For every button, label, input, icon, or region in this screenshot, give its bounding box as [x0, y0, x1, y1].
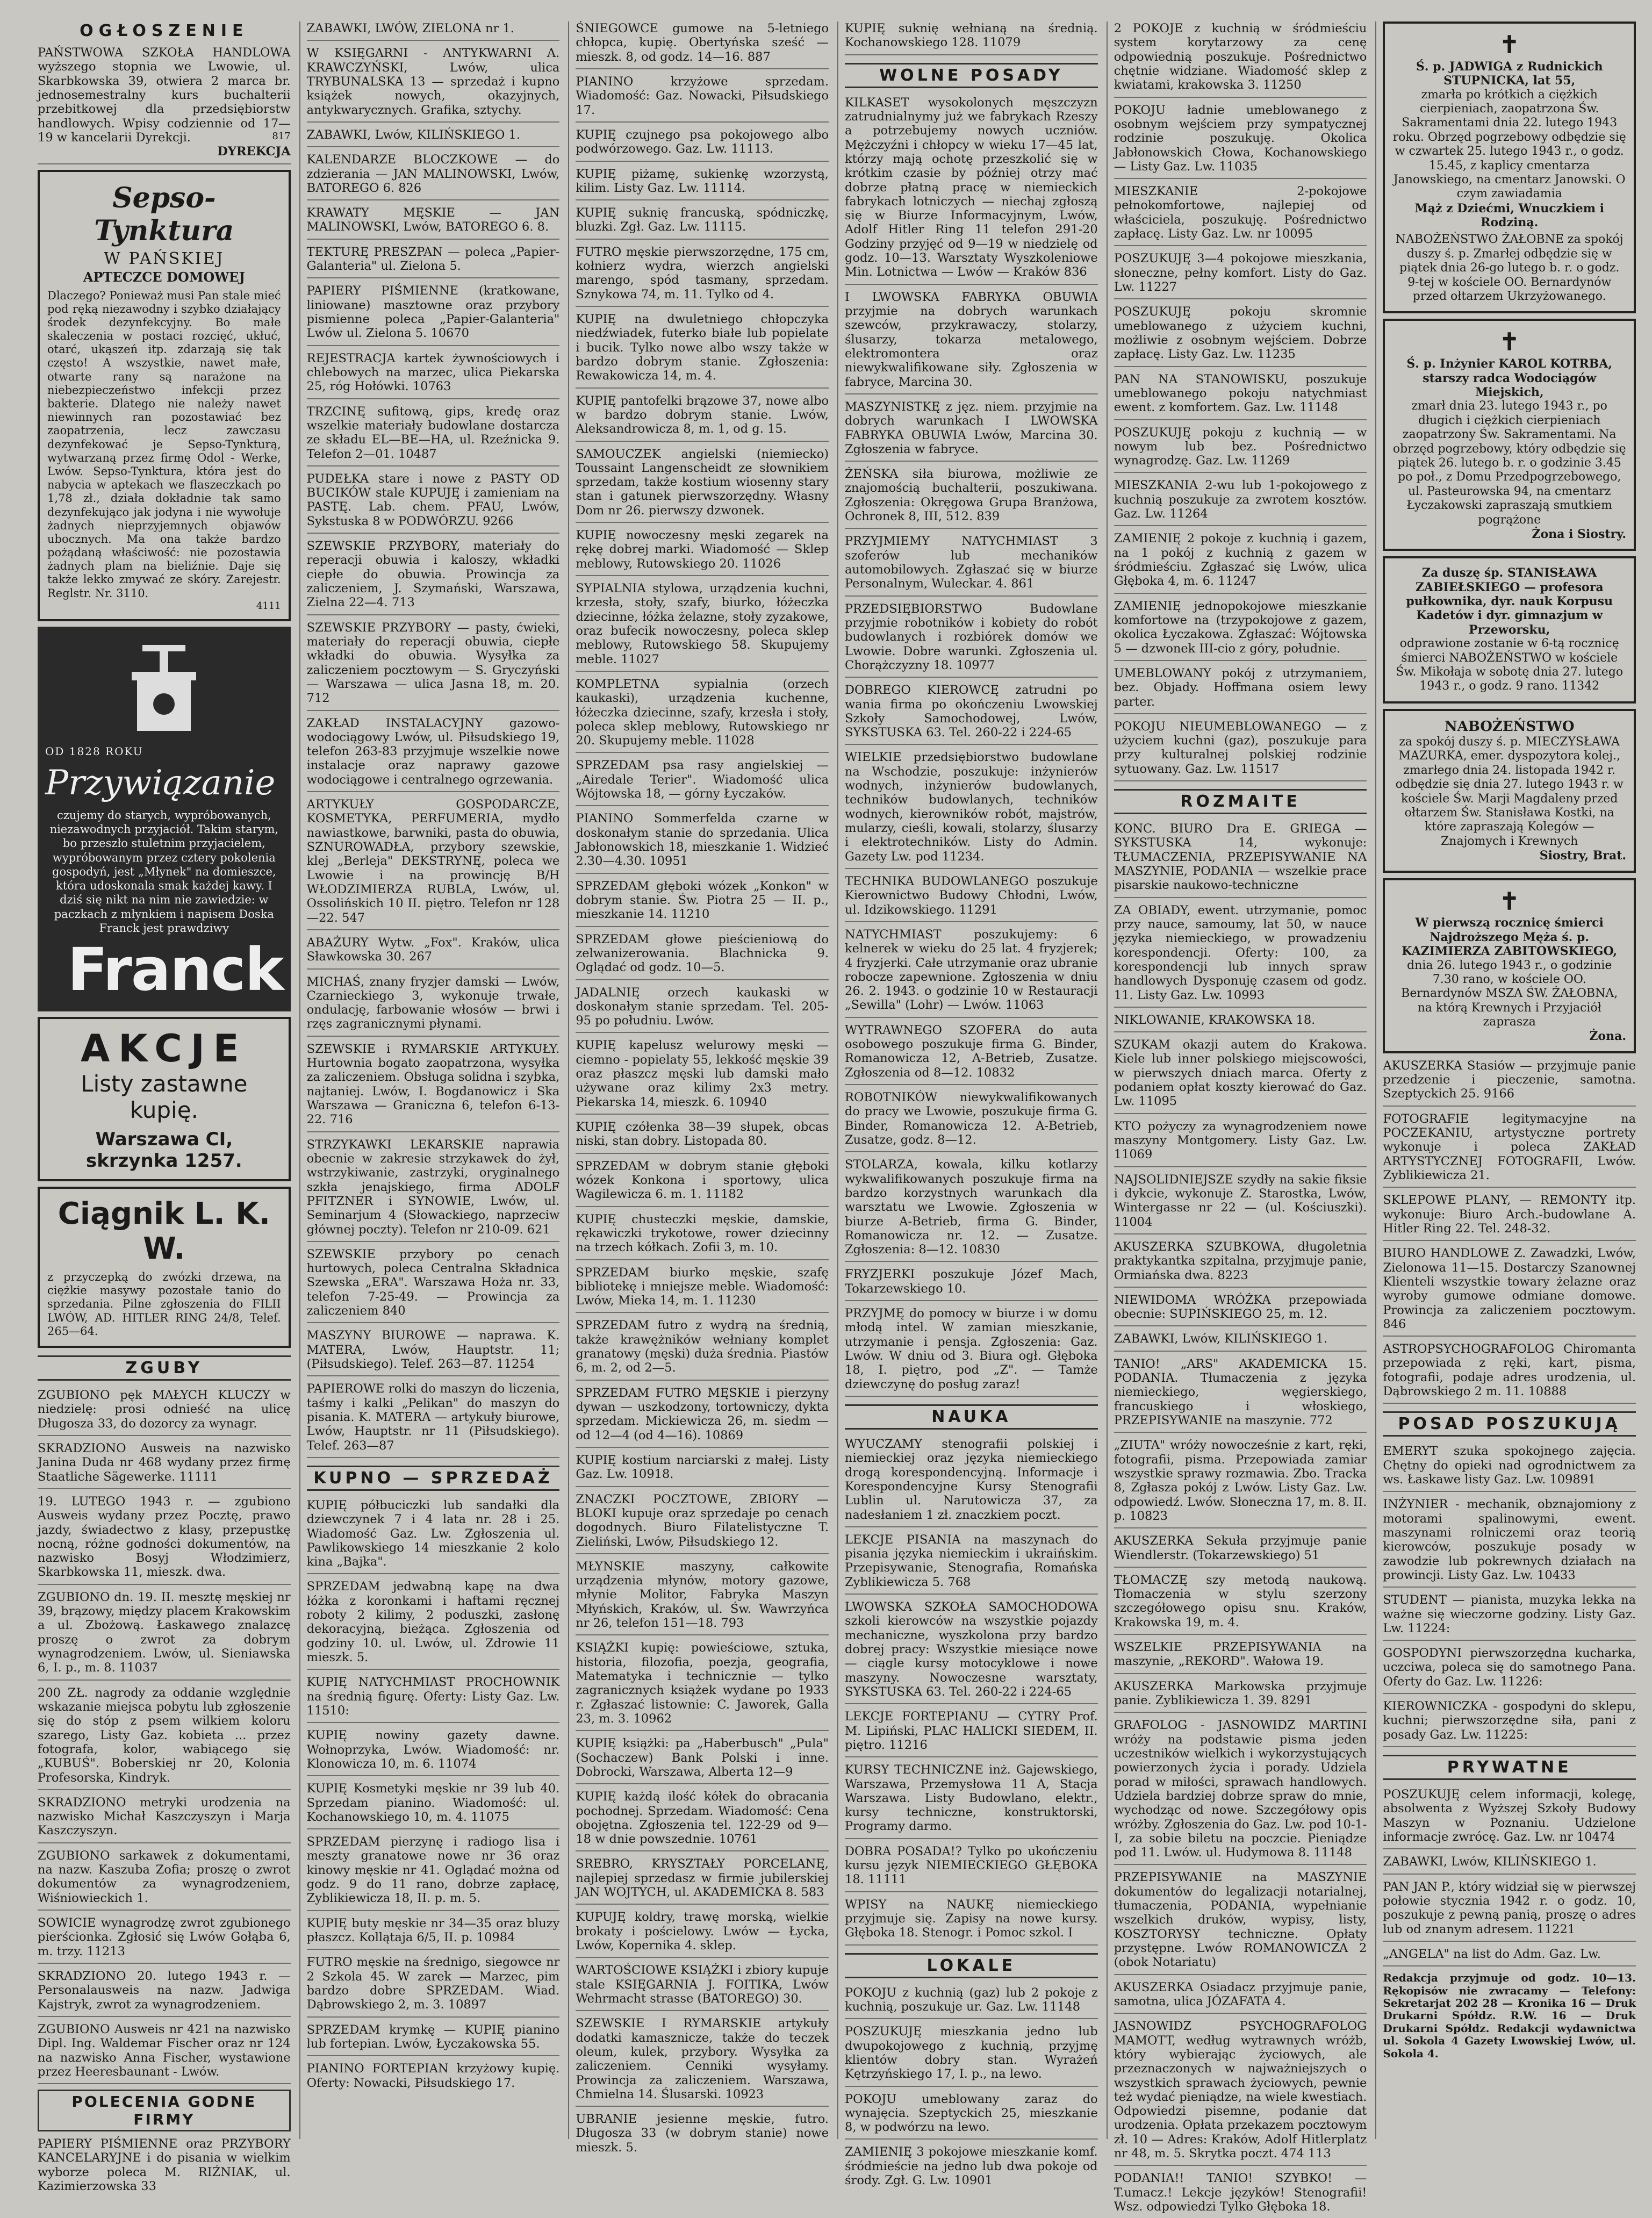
list-item: SPRZEDAM psa rasy angielskiej — „Airedale Terier". Wiadomość ulica Wójtowska 18, — górny Łyczaków. — [576, 758, 829, 806]
obituary-1 — [1383, 21, 1636, 313]
list-item: MASZYNY BIUROWE — naprawa. K. MATERA, Lwów, Hauptstr. 11; (Piłsudskiego). Telef. 263—87. 11254 — [307, 1329, 560, 1376]
list-item: ZGUBIONO Ausweis nr 421 na nazwisko Dipl. Ing. Waldemar Fischer oraz nr 124 na nazwisko Anna Fischer, wystawione przez Heeresbaunant - Lwów. — [38, 2022, 291, 2084]
list-item: KUPIĘ nowoczesny męski zegarek na rękę dobrej marki. Wiadomość — Sklep meblowy, Rutowskiego 20. 11026 — [576, 528, 829, 576]
ad-school-text: PAŃSTWOWA SZKOŁA HANDLOWA wyższego stopnia we Lwowie, ul. Skarbkowska 39, otwiera 2 marca br. jednosemestralny kurs buchalterii przebitkowej dla przedsiębiorstw handlowych. Wpisy codziennie od 17—19 w kancelarii Dyrekcji. — [38, 46, 291, 145]
list-item: W KSIĘGARNI - ANTYKWARNI A. KRAWCZYŃSKI, Lwów, ulica TRYBUNALSKA 13 — sprzedaż i kupno książek nowych, okazyjnych, antykwarycznych. Grafika, sztychy. — [307, 46, 560, 123]
franck-brand: Franck — [67, 935, 283, 1004]
list-item: SPRZEDAM FUTRO MĘSKIE i pierzyny dywan — uszkodzony, tortowniczy, dykta sprzedam. Mickiewicza 26, m. siedm — od 12—4 (od 4—16). 10869 — [576, 1386, 829, 1448]
list-item: PRZEPISYWANIE na MASZYNIE dokumentów do legalizacji notarialnej, tłumaczenia, PODANIA, wypełnianie wszelkich druków, wypisy, listy, KOSZTORYSY techniczne. Opłaty przystępne. Lwów ROMANOWICZA 2 (obok Notariatu) — [1114, 1870, 1367, 1975]
list-item: WIELKIE przedsiębiorstwo budowlane na Wschodzie, poszukuje: inżynierów wodnych, inżynierów budowlanych, techników budowlanych, techników wodnych, kierowników robót, majstrów, mularzy, cieśli, kowali, stolarzy, ślusarzy i elektrotechników. Listy do Admin. Gazety Lw. pod 11234. — [845, 750, 1098, 869]
akcje-address: Warszawa CI, skrzynka 1257. — [85, 1129, 242, 1172]
column-3 — [568, 21, 829, 2155]
list-item: STUDENT — pianista, muzyka lekka na ważne się wieczorne godziny. Listy Gaz. Lw. 11224: — [1383, 1593, 1636, 1641]
list-item: LEKCJE FORTEPIANU — CYTRY Prof. M. Lipiński, PLAC HALICKI SIEDEM, II. piętro. 11216 — [845, 1710, 1098, 1757]
list-item: SREBRO, KRYSZTAŁY PORCELANĘ, najlepiej sprzedasz w firmie jubilerskiej JAN WOJTYCH, ul. AKADEMICKA 8. 583 — [576, 1857, 829, 1905]
list-item: WSZELKIE PRZEPISYWANIA na maszynie, „REKORD". Wałowa 19. — [1114, 1640, 1367, 1674]
list-item: NIEWIDOMA WRÓŻKA przepowiada obecnie: SUPIŃSKIEGO 25, m. 12. — [1114, 1293, 1367, 1327]
list-item: TRZCINĘ sufitową, gips, kredę oraz wszelkie materiały budowlane dostarcza ze składu EL—BE—HA, ul. Rzeźnicka 9. Telefon 2—01. 10487 — [307, 405, 560, 466]
list-item: ZAMIENIĘ 2 pokoje z kuchnią i gazem, na 1 pokój z kuchnią z gazem w śródmieściu. Zgłaszać się Lwów, ulica Głęboka 4, m. 6. 11247 — [1114, 532, 1367, 593]
obituary-5 — [1383, 878, 1636, 1053]
list-item: POSZUKUJĘ celem informacji, kolegę, absolwenta z Wyższej Szkoły Budowy Maszyn w Poznaniu. Udzielone informacje zwrócę. Gaz. Lw. nr 10474 — [1383, 1788, 1636, 1849]
list-item: POKOJU z kuchnią (gaz) lub 2 pokoje z kuchnią, poszukuje ur. Gaz. Lw. 11148 — [845, 1986, 1098, 2020]
list-item: KUPIĘ pantofelki brązowe 37, nowe albo w bardzo dobrym stanie. Lwów, Aleksandrowicza 8, m. 1, od g. 15. — [576, 394, 829, 442]
lokale-header: LOKALE — [845, 1953, 1098, 1978]
list-item: MIESZKANIA 2-wu lub 1-pokojowego z kuchnią poszukuje za zwrotem kosztów. Gaz. Lw. 11264 — [1114, 478, 1367, 526]
list-item: PODANIA!! TANIO! SZYBKO! — T.umacz.! Lekcje języków! Stenografii! Wsz. odpowiedzi Tylko Głęboka 18. — [1114, 2171, 1367, 2214]
list-item: PAN JAN P., który widział się w pierwszej połowie stycznia 1942 r. o godz. 10, poszukuje z pewną panią, proszę o adres lub od znanym adresem. 11221 — [1383, 1880, 1636, 1942]
list-item: KUPIĘ piżamę, sukienkę wzorzystą, kilim. Listy Gaz. Lw. 11114. — [576, 167, 829, 201]
list-item: KONC. BIURO Dra E. GRIEGA — SYKSTUSKA 14, wykonuje: TŁUMACZENIA, PRZEPISYWANIE NA MASZYNIE, PODANIA — wszelkie prace pisarskie naukowo-techniczne — [1114, 822, 1367, 898]
list-item: KUPIĘ Kosmetyki męskie nr 39 lub 40. Sprzedam pianino. Wiadomość: ul. Kochanowskiego 10, m. 4. 11075 — [307, 1782, 560, 1829]
column-5 — [1107, 21, 1367, 2214]
list-item: 200 ZŁ. nagrody za oddanie względnie wskazanie miejsca pobytu lub zgłoszenie się do stóp z psem wilkiem koloru szarego, Listy Gaz. kobieta ... przez fotografa, kolor, wabiącego się „KUBUŚ". Boberskiej nr 20, Kolonia Profesorska, Kindryk. — [38, 1686, 291, 1790]
list-item: POSZUKUJĘ pokoju skromnie umeblowanego z użyciem kuchni, możliwie z osobnym wejściem. Dobrze zapłacę. Listy Gaz. Lw. 11235 — [1114, 305, 1367, 367]
sepso-body: Dlaczego? Ponieważ musi Pan stale mieć pod ręką niezawodny i szybko działający środek dezynfekcyjny. Bo małe skaleczenia w postaci rozcięć, ukłuć, otarć, ukąszeń itp. zdarzają się tak często! A wszystkie, nawet małe, otwarte rany są narażone na niebezpieczeństwo infekcji przez bakterie. Dlatego nie należy nawet niewinnych ran pozostawiać bez zaopatrzenia, lecz zawczasu dezynfekować je Sepso-Tynkturą, wytwarzaną przez firmę Odol - Werke, Lwów. Sepso-Tynktura, która jest do nabycia w aptekach we flaszeczkach po 1,78 zł., działa dokładnie tak samo dezynfekująco jak jodyna i nie wywołuje żadnych nieprzyjemnych objawów ubocznych. Ma ona także bardzo pożądaną właściwość: nie pozostawia żadnych plam na bieliźnie. Daje się także lekko zmywać ze skóry. Zarejestr. Reglstr. Nr. 3110. — [47, 289, 281, 600]
list-item: SKRADZIONO 20. lutego 1943 r. — Personalausweis na nazw. Jadwiga Kajstryk, zwrot za wynagrodzeniem. — [38, 1969, 291, 2017]
list-item: KUPIĘ suknię wełnianą na średnią. Kochanowskiego 128. 11079 — [845, 21, 1098, 55]
list-item: 19. LUTEGO 1943 r. — zgubiono Ausweis wydany przez Pocztę, prawo jazdy, świadectwo z klasy, przepustkę nocną, różne godności dokumentów, na nazwisko Bosyj Włodzimierz, Skarbkowska 11, mieszk. dwa. — [38, 1495, 291, 1585]
list-item: AKUSZERKA Stasiów — przyjmuje panie przedzenie i pieczenie, samotna. Szeptyckich 25. 9166 — [1383, 1059, 1636, 1107]
list-item: SPRZEDAM krymkę — KUPIĘ pianino lub fortepian. Lwów, Łyczakowska 55. — [307, 2023, 560, 2057]
obituary-sign: Siostry, Brat. — [1539, 849, 1627, 863]
list-item: SZEWSKIE przybory po cenach hurtowych, poleca Centralna Składnica Szewska „ERA". Warszawa Hoża nr. 33, telefon 7-25-49. — Prowincja za zaliczeniem 840 — [307, 1247, 560, 1324]
list-item: NAJSOLIDNIEJSZE szydły na sakie fiksie i dykcie, wykonuje Z. Starostka, Lwów, Wintergasse nr 22 — (ul. Kościuszki). 11004 — [1114, 1173, 1367, 1234]
list-item: PIANINO FORTEPIAN krzyżowy kupię. Oferty: Nowacki, Piłsudskiego 17. — [306, 2062, 560, 2090]
list-item: KUPIĘ nowiny gazety dawne. Wołnoprzyka, Lwów. Wiadomość: nr. Klonowicza 10, m. 6. 11074 — [307, 1728, 560, 1776]
list-item: I LWOWSKA FABRYKA OBUWIA przyjmie na dobrych warunkach szewców, przykrawaczy, stolarzy, ślusarzy, tokarza metalowego, elektromontera oraz niewykwalifikowane siły. Zgłoszenia w fabryce, Marcina 30. — [845, 290, 1098, 394]
list-item: AKUSZERKA Sekuła przyjmuje panie Wiendlerstr. (Tokarzewskiego) 51 — [1114, 1534, 1367, 1568]
obituary-sign: Żona. — [1589, 1029, 1627, 1044]
list-item: MICHAŚ, znany fryzjer damski — Lwów, Czarnieckiego 3, wykonuje trwałe, ondulację, farbowanie włosów — brwi i rzęs zagranicznymi płynami. — [307, 975, 560, 1037]
list-item: SZEWSKIE i RYMARSKIE ARTYKUŁY. Hurtownia bogato zaopatrzona, wysyłka za zaliczeniem. Obsługa solidna i szybka, najtaniej. Lwów, I. Bogdanowicz i Ska Warszawa — Graniczna 6, telefon 6-13-22. 716 — [307, 1042, 560, 1132]
list-item: FUTRO męskie pierwszorzędne, 175 cm, kołnierz wydra, wierzch angielski marengo, spód tasmany, sprzedam. Sznykowa 74, m. 11. Tylko od 4. — [576, 245, 829, 307]
list-item: SZUKAM okazji autem do Krakowa. Kiele lub inner polskiego miejscowości, w pierwszych dniach marca. Oferty z podaniem opłat koszty kierować do Gaz. Lw. 11095 — [1114, 1038, 1367, 1114]
list-item: PIANINO Sommerfelda czarne w doskonałym stanie do sprzedania. Ulica Jabłonowskich 18, mieszkanie 1. Widzieć 2.30—4.30. 10951 — [576, 812, 829, 873]
obituary-body: dnia 26. lutego 1943 r., o godzinie 7.30 rano, w kościele OO. Bernardynów MSZA ŚW. ŻAŁOBNA, na którą Krewnych i Przyjaciół zaprasza — [1401, 958, 1618, 1029]
prywatne-header: PRYWATNE — [1383, 1755, 1636, 1780]
list-item: ZA OBIADY, ewent. utrzymanie, pomoc przy nauce, samoumy, lat 50, w nauce języka niemieckiego, w prowadzeniu korespondencji. Oferty: 100, za korespondencji lub innych spraw handlowych Dysponuję czasem od godz. 11. Listy Gaz. Lw. 10993 — [1114, 903, 1367, 1008]
list-item: SKRADZIONO Ausweis na nazwisko Janina Duda nr 468 wydany przez firmę Staatliche Sägewerke. 11111 — [38, 1441, 291, 1489]
column-2 — [299, 21, 560, 2139]
list-item: KIEROWNICZKA - gospodyni do sklepu, kuchni; pierwszorzędne siła, pani z posady Gaz. Lw. 11225: — [1383, 1699, 1636, 1747]
list-item: KURSY TECHNICZNE inż. Gajewskiego, Warszawa, Przemysłowa 11 A, Stacja Warszawa. Listy Budowlano, elektr., kursy techniczne, konstruktorski, Programy darmo. — [845, 1763, 1098, 1839]
list-item: ZGUBIONO pęk MAŁYCH KLUCZY w niedzielę: prosi odnieść na ulicę Długosza 33, do dozorcy za wynagr. — [38, 1388, 291, 1436]
list-item: PUDEŁKA stare i nowe z PASTY OD BUCIKÓW stale KUPUJĘ i zamieniam na PASTĘ. Lab. chem. PFAU, Lwów, Sykstuska 8 w PODWÓRZU. 9266 — [307, 472, 560, 534]
list-item: AKUSZERKA Markowska przyjmuje panie. Zyblikiewicza 1. 39. 8291 — [1114, 1679, 1367, 1713]
list-item: KRAWATY MĘSKIE — JAN MALINOWSKI, Lwów, BATOREGO 6. 8. — [307, 206, 560, 240]
list-item: GOSPODYNI pierwszorzędna kucharka, uczciwa, poleca się do samotnego Pana. Oferty do Gaz. Lw. 11226: — [1383, 1646, 1636, 1694]
list-item: SPRZEDAM głowe pieścieniową do zelwanizerowania. Blachnicka 9. Oglądać od godz. 10—5. — [576, 932, 829, 980]
list-item: ZGUBIONO dn. 19. II. mesztę męskiej nr 39, brązowy, między placem Krakowskim a ul. Zbożową. Łaskawego znalazcę proszę o zwrot za dobrym wynagrodzeniem. Lwów, ul. Sieniawska 6, I. p., m. 8. 11037 — [38, 1590, 291, 1681]
ciagnik-body: z przyczepką do zwózki drzewa, na ciężkie masywy pozostałe tanio do sprzedania. Pilne zgłoszenia do FILII LWÓW, AD. HITLER RING 24/8, Telef. 265—64. — [47, 1270, 281, 1338]
list-item: DOBRA POSADA!? Tylko po ukończeniu kursu język NIEMIECKIEGO GŁĘBOKA 18. 11111 — [845, 1844, 1098, 1892]
obituary-title: Za duszę śp. STANISŁAWA ZABIEŁSKIEGO — profesora pułkownika, dyr. nauk Korpusu Kadetów i dyr. gimnazjum w Przeworsku, — [1406, 566, 1613, 637]
list-item: POSZUKUJĘ 3—4 pokojowe mieszkania, słoneczne, pełny komfort. Listy do Gaz. Lw. 11227 — [1114, 252, 1367, 299]
obituary-sign: Mąż z Dziećmi, Wnuczkiem i Rodziną. — [1414, 201, 1605, 230]
list-item: FRYZJERKI poszukuje Józef Mach, Tokarzewskiego 10. — [845, 1267, 1098, 1301]
list-item: ZABAWKI, LWÓW, ZIELONA nr 1. — [307, 21, 560, 41]
list-item: KUPIĘ buty męskie nr 34—35 oraz bluzy płaszcz. Kollątaja 6/5, II. p. 10984 — [307, 1916, 560, 1950]
list-item: STOLARZA, kowala, kilku kotlarzy wykwalifikowanych poszukuje firma na bardzo korzystnych warunkach dla warsztatu we Lwowie. Zgłoszenia w biurze A-Betrieb, firma G. Binder, Romanowicza nr. 12. — Zusatze. Zgłoszenia: 8—12. 10830 — [845, 1158, 1098, 1262]
cross-icon: ✝ — [1499, 328, 1520, 356]
sepso-number: 4111 — [256, 600, 281, 612]
list-item: SKRADZIONO metryki urodzenia na nazwisko Michał Kaszczyszyn i Marja Kaszczyszyn. — [38, 1796, 291, 1843]
list-item: PAPIERY PIŚMIENNE (kratkowane, liniowane) masztowne oraz przybory pismienne poleca „Papier-Galanteria" Lwów ul. Zielona 5. 10670 — [307, 284, 560, 346]
list-item: KTO pożyczy za wynagrodzeniem nowe maszyny Montgomery. Listy Gaz. Lw. 11069 — [1114, 1119, 1367, 1167]
list-item: PRZEDSIĘBIORSTWO Budowlane przyjmie robotników i kobiety do robót budowlanych i rozbiórek domów we Lwowie. Dobre warunki. Zgłoszenia ul. Chorążczyzny 18. 10977 — [845, 602, 1098, 678]
coffee-mill-icon — [45, 634, 283, 742]
list-item: TŁOMACZĘ szy metodą naukową. Tłomaczenia w stylu szerzony szczegółowego opisu snu. Kraków, Krakowska 19, m. 4. — [1114, 1573, 1367, 1635]
list-item: SYPIALNIA stylowa, urządzenia kuchni, krzesła, stoły, szafy, biurko, łóżeczka dziecinne, łóżka żelazne, stoły zyzakowe, oraz bufecik nowoczesny, poleca sklep meblowy, Rutowskiego 58. Skupujemy meble. 11027 — [576, 582, 829, 672]
list-item: LWOWSKA SZKOŁA SAMOCHODOWA szkoli kierowców na wszystkie pojazdy mechaniczne, wyszkolona przy bardzo dobrej pracy: Wszystkie miesiące nowe — ciągle kursy motocyklowe i nowe maszyny. Nowoczesne warsztaty, SYKSTUSKA 63. Tel. 260-22 i 224-65 — [845, 1600, 1098, 1704]
list-item: SAMOUCZEK angielski (niemiecko) Toussaint Langenscheidt ze słownikiem sprzedam, także kostium wiosenny stary stan i gatunek pierwszorzędny. Własny Dom nr 26. pierwszy dzwonek. — [576, 447, 829, 523]
obituary-4 — [1383, 709, 1636, 873]
list-item: KUPIĘ czółenka 38—39 słupek, obcas niski, stan dobry. Listopada 80. — [576, 1120, 829, 1154]
list-item: KUPIĘ półbuciczki lub sandałki dla dziewczynek 7 i 4 lata nr. 28 i 25. Wiadomość Gaz. Lw. Zgłoszenia ul. Pawlikowskiego 14 mieszkanie 2 kolo kina „Bajka". — [307, 1498, 560, 1575]
list-item: PAN NA STANOWISKU, poszukuje umeblowanego pokoju natychmiast ewent. z komfortem. Gaz. Lw. 11148 — [1114, 372, 1367, 420]
list-item: SPRZEDAM w dobrym stanie głęboki wózek Konkona i sportowy, ulica Wagilewicza 6. m. 1. 11182 — [576, 1159, 829, 1207]
list-item: ZABAWKI, Lwów, KILIŃSKIEGO 1. — [307, 128, 560, 147]
list-item: REJESTRACJA kartek żywnościowych i chlebowych na marzec, ulica Piekarska 25, róg Hołówki. 10763 — [307, 351, 560, 399]
column-6 — [1375, 21, 1636, 2139]
list-item: INŻYNIER - mechanik, obznajomiony z motorami spalinowymi, ewent. maszynami rolniczemi oraz teorią kierowców, poszukuje posady w zawodzie lub pokrewnych działach na prowincji. Listy Gaz. Lw. 10433 — [1383, 1497, 1636, 1588]
akcje-title: AKCJE — [81, 1027, 248, 1071]
obituary-title: NABOŻEŃSTWO — [1444, 718, 1575, 735]
column-4 — [837, 21, 1098, 2188]
list-item: KUPIĘ suknię francuską, spódniczkę, bluzki. Zgł. Gaz. Lw. 11115. — [576, 206, 829, 240]
list-item: PIANINO krzyżowe sprzedam. Wiadomość: Gaz. Nowacki, Piłsudskiego 17. — [576, 75, 829, 123]
list-item: KSIĄŻKI kupię: powieściowe, sztuka, historia, filozofia, poezja, geografia, Matematyka i technicznie — tylko zagranicznych książek wydane po 1933 r. Zgłaszać listownie: C. Jaworek, Galla 23, m. 3. 10962 — [576, 1641, 829, 1731]
list-item: JADALNIĘ orzech kaukaski w doskonałym stanie sprzedam. Tel. 205-95 po południu. Lwów. — [576, 986, 829, 1033]
list-item: POSZUKUJĘ pokoju z kuchnią — w nowym lub bez. Pośrednictwo wynagrodzę. Gaz. Lw. 11269 — [1114, 426, 1367, 473]
posad-header: POSAD POSZUKUJĄ — [1383, 1411, 1636, 1437]
list-item: KUPIĘ chusteczki męskie, damskie, rękawiczki trykotowe, rower dziecinny na trzech kółkach. Zofii 3, m. 10. — [576, 1212, 829, 1260]
list-item: WYUCZAMY stenografii polskiej i niemieckiej oraz języka niemieckiego drogą korespondencyjną. Informacje i Korespondencyjne Kursy Stenografii Lublin ul. Narutowicza 37, za nadesłaniem 1 zł. znaczkiem poczt. — [845, 1437, 1098, 1527]
sepso-sub1: W PAŃSKIEJ — [104, 249, 225, 268]
sepso-ad — [38, 170, 291, 621]
list-item: ARTYKUŁY GOSPODARCZE, KOSMETYKA, PERFUMERIA, mydło nawiastkowe, barwniki, pasta do obuwia, SZNUROWADŁA, przybory szewskie, klej „Berleja" DEKSTRYNĘ, poleca we Lwowie i na prowincję B/H WŁODZIMIERZA RUBLA, Lwów, ul. Ossolińskich 10 II. piętro. Telefon nr 128—22. 547 — [307, 798, 560, 930]
list-item: UBRANIE jesienne męskie, futro. Długosza 33 (w dobrym stanie) nowe mieszk. 5. — [576, 2112, 829, 2155]
list-item: ASTROPSYCHOGRAFOLOG Chiromanta przepowiada z ręki, kart, pisma, fotografii, podaje adres urodzenia, ul. Dąbrowskiego 2 m. 11. 10888 — [1383, 1342, 1636, 1404]
obituary-3 — [1383, 556, 1636, 704]
list-item: 2 POKOJE z kuchnią w śródmieściu system korytarzowy za cenę odpowiednią poszukuje. Pośrednictwo chętnie widziane. Wiadomość sklep z kwiatami, krakowska 3. 11250 — [1114, 21, 1367, 98]
obituary-mass: NABOŻEŃSTWO ŻAŁOBNE za spokój duszy ś. p. Zmarłej odbędzie się w piątek dnia 26-go lutego b. r. o godz. 9-tej w kościele OO. Bernardynów przed ołtarzem Ukrzyżowanego. — [1395, 233, 1624, 304]
list-item: JASNOWIDZ PSYCHOGRAFOLOG MAMOTT, według wytrawnych wróżb, który wybierając życiowych, ale przeznaczonych w najważniejszych o wszystkich sprawach życiowych, pewnie też wydać pieniądze, na wiele kwestiach. Odpowiedzi pisemne, podanie dat urodzenia. Opłata przekazem pocztowym zł. 10 — Adres: Kraków, Adolf Hitlerplatz nr 48, m. 5. Skrytka poczt. 474 113 — [1114, 2019, 1367, 2166]
list-item: KUPIĘ kostium narciarski z małej. Listy Gaz. Lw. 10918. — [576, 1453, 829, 1487]
list-item: SOWICIE wynagrodzę zwrot zgubionego pierścionka. Zgłosić się Lwów Gołąba 6, m. trzy. 11213 — [38, 1916, 291, 1964]
editorial-footer: Redakcja przyjmuje od godz. 10—13. Rękopisów nie zwracamy — Telefony: Sekretarjat 202 28 — Kronika 16 — Druk Drukarni Spółdz. R.W. 16 — Druk Drukarni Spółdz. Redakcji wydawnictwa ul. Sokola 4 Gazety Lwowskiej Lwów, ul. Sokola 4. — [1383, 1971, 1636, 2060]
list-item: KUPIĘ książki: pa „Haberbusch" „Pula" (Sochaczew) Bank Polski i inne. Dobrocki, Warszawa, Alberta 12—9 — [576, 1736, 829, 1784]
list-item: TEKTURĘ PRESZPAN — poleca „Papier-Galanteria" ul. Zielona 5. — [307, 245, 560, 279]
list-item: KUPIĘ na dwuletniego chłopczyka niedźwiadek, futerko białe lub popielate i bucik. Tylko nowe albo wszy także w bardzo dobrym stanie. Zgłoszenia: Rewakowicza 14, m. 4. — [576, 312, 829, 389]
ad-school-sign: DYREKCJA — [217, 145, 291, 159]
list-item: SPRZEDAM pierzynę i radiogo lisa i meszty granatowe nowe nr 36 oraz kinowy męskie nr 41. Oglądać można od godz. 9 do 11 rano, dobrze zapłacę, Zyblikiewicza 18, II. p. m. 5. — [307, 1835, 560, 1911]
polecenia-header: POLECENIA GODNE FIRMY — [38, 2090, 291, 2131]
franck-since: OD 1828 ROKU — [45, 744, 143, 758]
obituary-2 — [1383, 319, 1636, 551]
franck-body: czujemy do starych, wypróbowanych, niezawodnych przyjaciół. Takim starym, bo przeszło stuletnim przyjacielem, wypróbowanym przez cztery pokolenia gospodyń, jest „Młynek" na domieszce, która udoskonala smak każdej kawy. I dziś się nikt na nim nie zawiedzie: w paczkach z młynkiem i napisem Doska Franck jest prawdziwy — [49, 808, 279, 935]
obituary-title: Ś. p. JADWIGA z Rudnickich STUPNICKA, lat 55, — [1416, 59, 1603, 88]
list-item: KUPUJĘ koldry, trawę morską, wielkie brokaty i pościelowy. Lwów — Łycka, Lwów, Kopernika 4. sklep. — [576, 1910, 829, 1958]
ciagnik-title: Ciągnik L. K. W. — [58, 1196, 270, 1267]
obituary-body: zmarł dnia 23. lutego 1943 r., po długich i ciężkich cierpieniach zaopatrzony Św. Sakramentami. Na obrzęd pogrzebowy, który odbędzie się piątek 26. lutego b. r. o godzinie 3.45 po poł., z Domu Przedpogrzebowego, ul. Pasteurowska 94, na cmentarz Łyczakowski zapraszają smutkiem pogrążone — [1392, 399, 1626, 527]
list-item: WYTRAWNEGO SZOFERA do auta osobowego poszukuje firma G. Binder, Romanowicza 12, A-Betrieb, Zusatze. Zgłoszenia od 8—12. 10832 — [845, 1023, 1098, 1085]
column-1 — [38, 21, 291, 2194]
list-item: ZNACZKI POCZTOWE, ZBIORY — BLOKI kupuje oraz sprzedaje po cenach dogodnych. Biuro Filatelistyczne T. Zieliński, Lwów, Piłsudskiego 12. — [576, 1492, 829, 1554]
ad-school-number: 817 — [272, 130, 291, 142]
list-item: STRZYKAWKI LEKARSKIE naprawia obecnie w zakresie strzykawek do żył, wstrzykiwanie, zastrzyki, oryginalnego szkła jenajskiego, firma ADOLF PFITZNER i SYNOWIE, Lwów, ul. Seminarjum 4 (Słowackiego, naprzeciw głównej poczty). Telefon nr 210-09. 621 — [307, 1138, 560, 1242]
list-item: SKLEPOWE PLANY, — REMONTY itp. wykonuje: Biuro Arch.-budowlane A. Hitler Ring 22. Tel. 248-32. — [1383, 1193, 1636, 1241]
obituary-body: zmarła po krótkich a ciężkich cierpieniach, zaopatrzona Św. Sakramentami dnia 22. lutego 1943 roku. Obrzęd pogrzebowy odbędzie się w czwartek 25. lutego 1943 r., o godz. 15.45, z kaplicy cmentarza Janowskiego, na cmentarz Janowski. O czym zawiadamia — [1392, 88, 1626, 201]
list-item: „ANGELA" na list do Adm. Gaz. Lw. — [1383, 1947, 1636, 1966]
sepso-sub2: APTECZCE DOMOWEJ — [83, 269, 245, 285]
list-item: ABAŻURY Wytw. „Fox". Kraków, ulica Sławkowska 30. 267 — [307, 936, 560, 970]
list-item: SPRZEDAM biurko męskie, szafę bibliotekę i mniejsze meble. Wiadomość: Lwów, Mieka 14, m. 1. 11230 — [576, 1266, 829, 1313]
list-item: BIURO HANDLOWE Z. Zawadzki, Lwów, Zielonowa 11—15. Dostarczy Szanownej Klienteli wszystkie towary żelazne oraz wyroby gumowe odmiane domowe. Prowincja za zaliczeniem pocztowym. 846 — [1383, 1246, 1636, 1337]
akcje-ad — [38, 1017, 291, 1181]
rozmaite-header: ROZMAITE — [1114, 789, 1367, 814]
ciagnik-ad — [38, 1187, 291, 1348]
list-item: WPISY na NAUKĘ niemieckiego przyjmuje się. Zapisy na nowe kursy. Głęboka 18. Stenogr. i Pomoc szkol. I — [845, 1898, 1098, 1946]
cross-icon: ✝ — [1499, 31, 1520, 59]
list-item: POKOJU umeblowany zaraz do wynajęcia. Szeptyckich 25, mieszkanie 8, w podwórzu na lewo. — [845, 2092, 1098, 2140]
wolne-posady-header: WOLNE POSADY — [845, 63, 1098, 88]
list-item: EMERYT szuka spokojnego zajęcia. Chętny do opieki nad ogrodnictwem za ws. Łaskawe listy Gaz. Lw. 109891 — [1383, 1444, 1636, 1492]
list-item: „ZIUTA" wróży nowocześnie z kart, ręki, fotografii, pisma. Przepowiada zamiar wszystkie sprawy rozmawia. Zbo. Tracka 8, Zgłasza pokój z Lwów. Listy Gaz. Lw. odpowiedź. Lwów. Słoneczna 17, m. 8. II. p. 10823 — [1114, 1438, 1367, 1528]
list-item: TECHNIKA BUDOWLANEGO poszukuje Kierownictwo Budowy Chłodni, Lwów, ul. Idzikowskiego. 11291 — [845, 874, 1098, 922]
polecenia-item: PAPIERY PIŚMIENNE oraz PRZYBORY KANCELARYJNE i do pisania w wielkim wyborze poleca M. RIŹNIAK, ul. Kazimierzowska 33 — [38, 2137, 291, 2194]
list-item: KALENDARZE BLOCZKOWE — do zdzierania — JAN MALINOWSKI, Lwów, BATOREGO 6. 826 — [307, 153, 560, 200]
franck-script: Przywiązanie — [45, 763, 276, 803]
list-item: KILKASET wysokolonych męszczyzn zatrudnialnymy już we fabrykach Rzeszy a potrzebujemy nowych uczniów. Mężczyźni i chłopcy w wieku 17—45 lat, którzy mają ochotę przeszkolić się w krótkim czasie by później otrzy mać dobrze płatną pracę w niemieckich fabrykach lotniczych — niechaj zgłoszą się w Biurze Informacyjnym, Lwów, Adolf Hitler Ring 11 telefon 291-20 Godziny przyjęć od 9—19 w niedzielę od godz. 10—13. Warsztaty Wyszkoleniowe Min. Lotnictwa — Lwów — Kraków 836 — [845, 96, 1098, 285]
list-item: KUPIĘ każdą ilość kółek do obracania pochodnej. Sprzedam. Wiadomość: Cena obojętna. Zgłoszenia tel. 122-29 od 9—18 w dnie powszednie. 10761 — [576, 1790, 829, 1851]
nauka-header: NAUKA — [845, 1404, 1098, 1430]
list-item: PAPIEROWE rolki do maszyn do liczenia, taśmy i kalki „Pelikan" do maszyn do pisania. K. MATERA — artykuły biurowe, Lwów, Hauptstr. nr 11 (Piłsudskiego). Telef. 263—87 — [307, 1382, 560, 1458]
list-item: SPRZEDAM jedwabną kapę na dwa łóżka z koronkami i haftami ręcznej roboty 2 kilimy, 2 poduszki, zasłonę dekoracyjną, bieżąca. Zgłoszenia od godziny 10. ul. Lwów, ul. Zdrowie 11 mieszk. 5. — [307, 1580, 560, 1670]
list-item: PRZYJMĘ do pomocy w biurze i w domu młodą intel. W zamian mieszkanie, utrzymanie i pensja. Zgłoszenia: Gaz. Lwów. W dniu od 3. Biura ogł. Głęboka 18, I. piętro, pod „Z". — Tamże dziewczynę do posług zaraz! — [845, 1307, 1098, 1397]
list-item: GRAFOLOG - JASNOWIDZ MARTINI wróży na podstawie pisma jeden uczestników wielkich i wykorzystujących powierzonych życia i porady. Udziela porad w miłości, sprawach handlowych. Udziela bardziej dobrze spraw do mnie, wychodząc od nowe. Szczegółowy opis wróżby. Zgłoszenia do Gaz. Lw. pod 10-1-I, za sobie biletu na poczcie. Pieniądze pod 11. Lwów. ul. Hudymowa 8. 11148 — [1114, 1718, 1367, 1865]
list-item: FOTOGRAFIE legitymacyjne na POCZEKANIU, artystyczne portrety wykonuje i poleca ZAKŁAD ARTYSTYCZNEJ FOTOGRAFII, Lwów. Zyblikiewicza 21. — [1383, 1112, 1636, 1188]
list-item: NIKLOWANIE, KRAKOWSKA 18. — [1114, 1013, 1367, 1032]
list-item: KOMPLETNA sypialnia (orzech kaukaski), urządzenia kuchenne, łóżeczka dziecinne, szafy, krzesła i stoły, poleca sklep meblowy, Rutowskiego nr 20. Skupujemy meble. 11028 — [576, 677, 829, 753]
cross-icon: ✝ — [1499, 887, 1520, 915]
list-item: ŻEŃSKA siła biurowa, możliwie ze znajomością buchalterii, poszukiwana. Zgłoszenia: Okręgowa Grupa Branżowa, Ochronek 8, III, 512. 839 — [845, 467, 1098, 529]
list-item: SZEWSKIE PRZYBORY, materiały do reperacji obuwia i kaloszy, wkładki ciepłe do obuwia. Prowincja za zaliczeniem, J. Szymański, Warszawa, Zielna 22—4. 713 — [307, 539, 560, 615]
list-item: SPRZEDAM głęboki wózek „Konkon" w dobrym stanie. Św. Piotra 25 — II. p., mieszkanie 14. 11210 — [576, 879, 829, 927]
list-item: ŚNIEGOWCE gumowe na 5-letniego chłopca, kupię. Obertyńska sześć — mieszk. 8, od godz. 14—16. 887 — [576, 21, 829, 69]
franck-ad — [38, 627, 291, 1011]
list-item: KUPIĘ kapelusz welurowy męski — ciemno - popielaty 55, lekkość męskie 39 oraz płaszcz męski lub damski mało używane oraz kilimy 2x3 metry. Piekarska 14, mieszk. 6. 10940 — [576, 1038, 829, 1115]
list-item: POSZUKUJĘ mieszkania jedno lub dwupokojowego z kuchnią, przyjmę klientów dobry stan. Wyrażeń Kętrzyńskiego 17, I. p., na lewo. — [845, 2025, 1098, 2086]
list-item: LEKCJE PISANIA na maszynach do pisania języka niemieckim i ukraińskim. Przepisywanie, Stenografia, Romańska Zyblikiewicza 5. 768 — [845, 1533, 1098, 1595]
obituary-title: Ś. p. Inżynier KAROL KOTRBA, starszy radca Wodociągów Miejskich, — [1406, 357, 1612, 400]
list-item: AKUSZERKA SZUBKOWA, długoletnia praktykantka szpitalna, przyjmuje panie, Ormiańska dwa. 8223 — [1114, 1240, 1367, 1288]
obituary-body: odprawione zostanie w 6-tą rocznicę śmierci NABOŻEŃSTWO w kościele Św. Mikołaja w sobotę dnia 27. lutego 1943 r., o godz. 9 rano. 11342 — [1396, 637, 1624, 693]
obituary-body: za spokój duszy ś. p. MIECZYSŁAWA MAZURKA, emer. dyspozytora kolej., zmarłego dnia 24. listopada 1942 r. odbędzie się dnia 27. lutego 1943 r. w kościele Św. Marji Magdaleny przed ołtarzem Św. Stanisława Kostki, na które zapraszają Kolegów — Znajomych i Krewnych — [1395, 735, 1624, 848]
list-item: AKUSZERKA Osiadacz przyjmuje panie, samotna, ulica JÓZAFATA 4. — [1114, 1980, 1367, 2014]
list-item: DOBREGO KIEROWCĘ zatrudni po wania firma po okończeniu Lwowskiej Szkoły Samochodowej, Lwów, SYKSTUSKA 63. Tel. 260-22 i 224-65 — [845, 683, 1098, 745]
sepso-title: Sepso-Tynktura — [94, 181, 234, 247]
list-item: WARTOŚCIOWE KSIĄŻKI i zbiory kupuje stale KSIĘGARNIA J. FOITIKA, Lwów Wehrmacht strasse (BATOREGO) 30. — [576, 1963, 829, 2011]
akcje-sub: Listy zastawne kupię. — [81, 1071, 248, 1124]
list-item: FUTRO męskie na średnigo, siegowce nr 2 Szkola 45. W zarek — Marzec, pim bardzo dobre SPRZEDAM. Wiad. Dąbrowskiego 2, m. 3. 10897 — [307, 1955, 560, 2017]
list-item: SPRZEDAM futro z wydrą na średnią, także krawężników wełniany komplet granatowy (męski) duża średnia. Piastów 6, m. 2, od 2—5. — [576, 1318, 829, 1380]
list-item: PRZYJMIEMY NATYCHMIAST 3 szoferów lub mechaników automobilowych. Zgłaszać się w biurze Personalnym, Wuleckar. 4. 861 — [845, 534, 1098, 596]
list-item: ROBOTNIKÓW niewykwalifikowanych do pracy we Lwowie, poszukuje firma G. Binder, Romanowicza 12. A-Betrieb, Zusatze, godz. 8—12. — [845, 1090, 1098, 1152]
list-item: POKOJU ładnie umeblowanego z osobnym wejściem przy sympatycznej rodzinie poszukuję. Okolica Jabłonowskich Cłowa, Kochanowskiego — Listy Gaz. Lw. 11035 — [1114, 103, 1367, 180]
obituary-sign: Żona i Siostry. — [1532, 527, 1627, 541]
list-item: POKOJU NIEUMEBLOWANEGO — z użyciem kuchni (gaz), poszukuje para przy kulturalnej polskiej rodzinie sytuowany. Gaz. Lw. 11517 — [1114, 720, 1367, 781]
kupno-header: KUPNO — SPRZEDAŻ — [307, 1466, 560, 1491]
obituary-title: W pierwszą rocznicę śmierci Najdroższego Męża ś. p. KAZIMIERZA ZABITOWSKIEGO, — [1402, 916, 1618, 959]
list-item: ZAMIENIĘ 3 pokojowe mieszkanie komf. śródmieście na jedno lub dwa pokoje od środy. Zgł. G. Lw. 10901 — [845, 2145, 1098, 2188]
list-item: ZABAWKI, Lwów, KILIŃSKIEGO 1. — [1383, 1855, 1636, 1874]
list-item: KUPIĘ czujnego psa pokojowego albo podwórzowego. Gaz. Lw. 11113. — [576, 128, 829, 162]
zguby-header: ZGUBY — [38, 1355, 291, 1381]
list-item: ZGUBIONO sarkawek z dokumentami, na nazw. Kaszuba Zofia; proszę o zwrot dokumentów za wynagrodzeniem, Wiśniowieckich 1. — [38, 1849, 291, 1911]
list-item: ZAKŁAD INSTALACYJNY gazowo-wodociągowy Lwów, ul. Piłsudskiego 19, telefon 263-83 przyjmuje wszelkie nowe instalacje oraz naprawy gazowe wodociągowe i centralnego ogrzewania. — [307, 716, 560, 793]
list-item: MŁYNSKIE maszyny, całkowite urządzenia młynów, motory gazowe, młynie Molitor, Fabryka Maszyn Młyńskich, Kraków, ul. Św. Wawrzyńca nr 26, telefon 151—18. 793 — [576, 1560, 829, 1636]
list-item: ZABAWKI, Lwów, KILIŃSKIEGO 1. — [1114, 1332, 1367, 1351]
list-item: SZEWSKIE I RYMARSKIE artykuły dodatki kamasznicze, także do teczek oleum, kulek, przybory. Wysyłka za zaliczeniem. Cenniki wysyłamy. Prowincja za zaliczeniem. Warszawa, Chmielna 14. Ślusarski. 10923 — [576, 2016, 829, 2107]
list-item: MIESZKANIE 2-pokojowe pełnokomfortowe, najlepiej od właściciela, poszukuję. Pośrednictwo zapłacę. Listy Gaz. Lw. nr 10095 — [1114, 184, 1367, 246]
list-item: NATYCHMIAST poszukujemy: 6 kelnerek w wieku do 25 lat. 4 fryzjerek; 4 fryzjerki. Całe utrzymanie oraz ubranie robocze zapewnione. Zgłoszenia w dniu 26. 2. 1943. o godzinie 10 w Restauracji „Sewilla" (Lohr) — Lwów. 11063 — [845, 928, 1098, 1018]
list-item: TANIO! „ARS" AKADEMICKA 15. PODANIA. Tłumaczenia z języka niemieckiego, węgierskiego, francuskiego i włoskiego, PRZEPISYWANIE na maszynie. 772 — [1114, 1357, 1367, 1433]
list-item: UMEBLOWANY pokój z utrzymaniem, bez. Objady. Hoffmana osiem lewy parter. — [1114, 666, 1367, 714]
section-title: OGŁOSZENIE — [80, 21, 249, 40]
list-item: KUPIĘ NATYCHMIAST PROCHOWNIK na średnią figurę. Oferty: Listy Gaz. Lw. 11510: — [307, 1675, 560, 1723]
list-item: ZAMIENIĘ jednopokojowe mieszkanie komfortowe na (trzypokojowe z gazem, okolica Łyczakowa. Zgłaszać: Wójtowska 5 — dzwonek III-cio z góry, południe. — [1114, 599, 1367, 661]
ad-school — [38, 46, 291, 164]
list-item: SZEWSKIE PRZYBORY — pasty, ćwieki, materiały do reperacji obuwia, ciepłe wkładki do obuwia. Wysyłka za zaliczeniem pocztowym — S. Gryczyński — Warszawa — ulica Jasna 18, m. 20. 712 — [307, 621, 560, 711]
list-item: MASZYNISTKĘ z jęz. niem. przyjmie na dobrych warunkach I LWOWSKA FABRYKA OBUWIA Lwów, Marcina 30. Zgłoszenia w fabryce. — [845, 400, 1098, 462]
